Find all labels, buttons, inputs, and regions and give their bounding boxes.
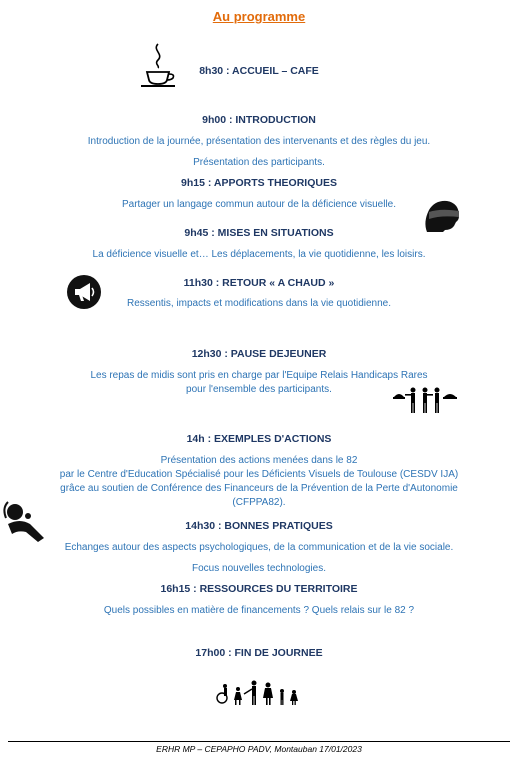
section-heading-exemples-actions: 14h : EXEMPLES D'ACTIONS (186, 433, 332, 445)
section-text: Echanges autour des aspects psychologiques, de la communication et de la vie sociale. (64, 542, 454, 553)
section-heading-apports: 9h15 : APPORTS THEORIQUES (181, 177, 337, 189)
section-text: Quels possibles en matière de financements ? Quels relais sur le 82 ? (103, 605, 415, 616)
section-heading-retour-a-chaud: 11h30 : RETOUR « A CHAUD » (183, 277, 335, 289)
section-heading-introduction: 9h00 : INTRODUCTION (202, 114, 316, 126)
section-heading-bonnes-pratiques: 14h30 : BONNES PRATIQUES (185, 520, 333, 532)
section-heading-fin-de-journee: 17h00 : FIN DE JOURNEE (195, 647, 323, 659)
section-heading-mises-en-situations: 9h45 : MISES EN SITUATIONS (184, 227, 334, 239)
restaurant-service-icon (392, 385, 458, 415)
section-text: Présentation des participants. (193, 157, 325, 168)
section-heading-ressources: 16h15 : RESSOURCES DU TERRITOIRE (160, 583, 358, 595)
family-group-icon (216, 680, 302, 706)
section-text: Introduction de la journée, présentation des intervenants et des règles du jeu. (87, 136, 431, 147)
section-text: Focus nouvelles technologies. (192, 563, 326, 574)
section-heading-accueil: 8h30 : ACCUEIL – CAFE (199, 65, 319, 77)
section-text: La déficience visuelle et… Les déplacements, la vie quotidienne, les loisirs. (92, 249, 426, 260)
speaker-silhouette-icon (0, 494, 46, 544)
section-text: par le Centre d'Education Spécialisé pour les Déficients Visuels de Toulouse (CESDV IJA) (59, 469, 459, 480)
section-text: Présentation des actions menées dans le 82 (160, 455, 358, 466)
section-text: Les repas de midis sont pris en charge par l'Equipe Relais Handicaps Rares (90, 370, 428, 381)
section-text: Partager un langage commun autour de la déficience visuelle. (121, 199, 397, 210)
footer-divider (8, 741, 510, 742)
page-title: Au programme (212, 9, 306, 24)
section-text: Ressentis, impacts et modifications dans la vie quotidienne. (126, 298, 392, 309)
section-heading-pause-dejeuner: 12h30 : PAUSE DEJEUNER (191, 348, 327, 360)
section-text: grâce au soutien de Conférence des Financeurs de la Prévention de la Perte d'Autonomie (60, 483, 458, 494)
section-text: pour l'ensemble des participants. (186, 384, 332, 395)
footer-text: ERHR MP – CEPAPHO PADV, Montauban 17/01/2023 (156, 744, 362, 754)
section-text: (CFPPA82). (232, 497, 286, 508)
